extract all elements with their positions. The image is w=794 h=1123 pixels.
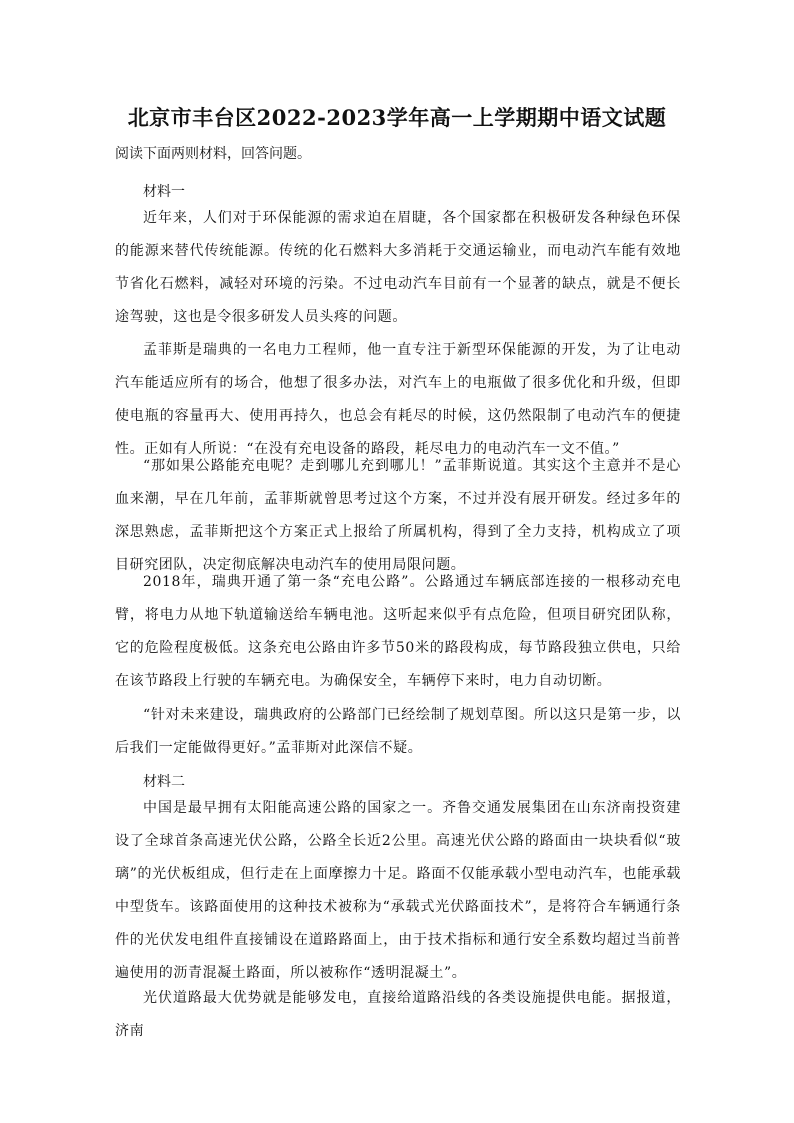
material-2-paragraph: 光伏道路最大优势就是能够发电，直接给道路沿线的各类设施提供电能。据报道，济南	[115, 990, 681, 1039]
material-1-paragraph: “针对未来建设，瑞典政府的公路部门已经绘制了规划草图。所以这只是第一步，以后我们一定能做得更好。”孟菲斯对此深信不疑。	[115, 707, 681, 756]
material-2-paragraph: 中国是最早拥有太阳能高速公路的国家之一。齐鲁交通发展集团在山东济南投资建设了全球首条高速光伏公路，公路全长近2公里。高速光伏公路的路面由一块块看似“玻璃”的光伏板组成，但行走在上面摩擦力十足。路面不仅能承载小型电动汽车，也能承载中型货车。该路面使用的这种技术被称为“承载式光伏路面技术”，是将符合车辆通行条件的光伏发电组件直接铺设在道路路面上，由于技术指标和通行安全系数均超过当前普遍使用的沥青混凝土路面，所以被称作“透明混凝土”。	[115, 800, 681, 981]
material-2-heading: 材料二	[143, 774, 185, 790]
instruction-text: 阅读下面两则材料，回答问题。	[115, 146, 311, 162]
document-title: 北京市丰台区2022-2023学年高一上学期期中语文试题	[127, 105, 667, 130]
material-1-paragraph: 2018年，瑞典开通了第一条“充电公路”。公路通过车辆底部连接的一根移动充电臂，将电力从地下轨道输送给车辆电池。这听起来似乎有点危险，但项目研究团队称，它的危险程度极低。这条充电公路由许多节50米的路段构成，每节路段独立供电，只给在该节路段上行驶的车辆充电。为确保安全，车辆停下来时，电力自动切断。	[115, 574, 681, 689]
material-1-paragraph: 孟菲斯是瑞典的一名电力工程师，他一直专注于新型环保能源的开发，为了让电动汽车能适应所有的场合，他想了很多办法，对汽车上的电瓶做了很多优化和升级，但即使电瓶的容量再大、使用再持久，也总会有耗尽的时候，这仍然限制了电动汽车的便捷性。正如有人所说：“在没有充电设备的路段，耗尽电力的电动汽车一文不值。”	[115, 342, 681, 457]
material-1-paragraph: 近年来，人们对于环保能源的需求迫在眉睫，各个国家都在积极研发各种绿色环保的能源来替代传统能源。传统的化石燃料大多消耗于交通运输业，而电动汽车能有效地节省化石燃料，减轻对环境的污染。不过电动汽车目前有一个显著的缺点，就是不便长途驾驶，这也是令很多研发人员头疼的问题。	[115, 210, 681, 325]
material-1-heading: 材料一	[143, 184, 185, 200]
material-1-paragraph: “那如果公路能充电呢？走到哪儿充到哪儿！”孟菲斯说道。其实这个主意并不是心血来潮，早在几年前，孟菲斯就曾思考过这个方案，不过并没有展开研发。经过多年的深思熟虑，孟菲斯把这个方案正式上报给了所属机构，得到了全力支持，机构成立了项目研究团队，决定彻底解决电动汽车的使用局限问题。	[115, 458, 681, 573]
